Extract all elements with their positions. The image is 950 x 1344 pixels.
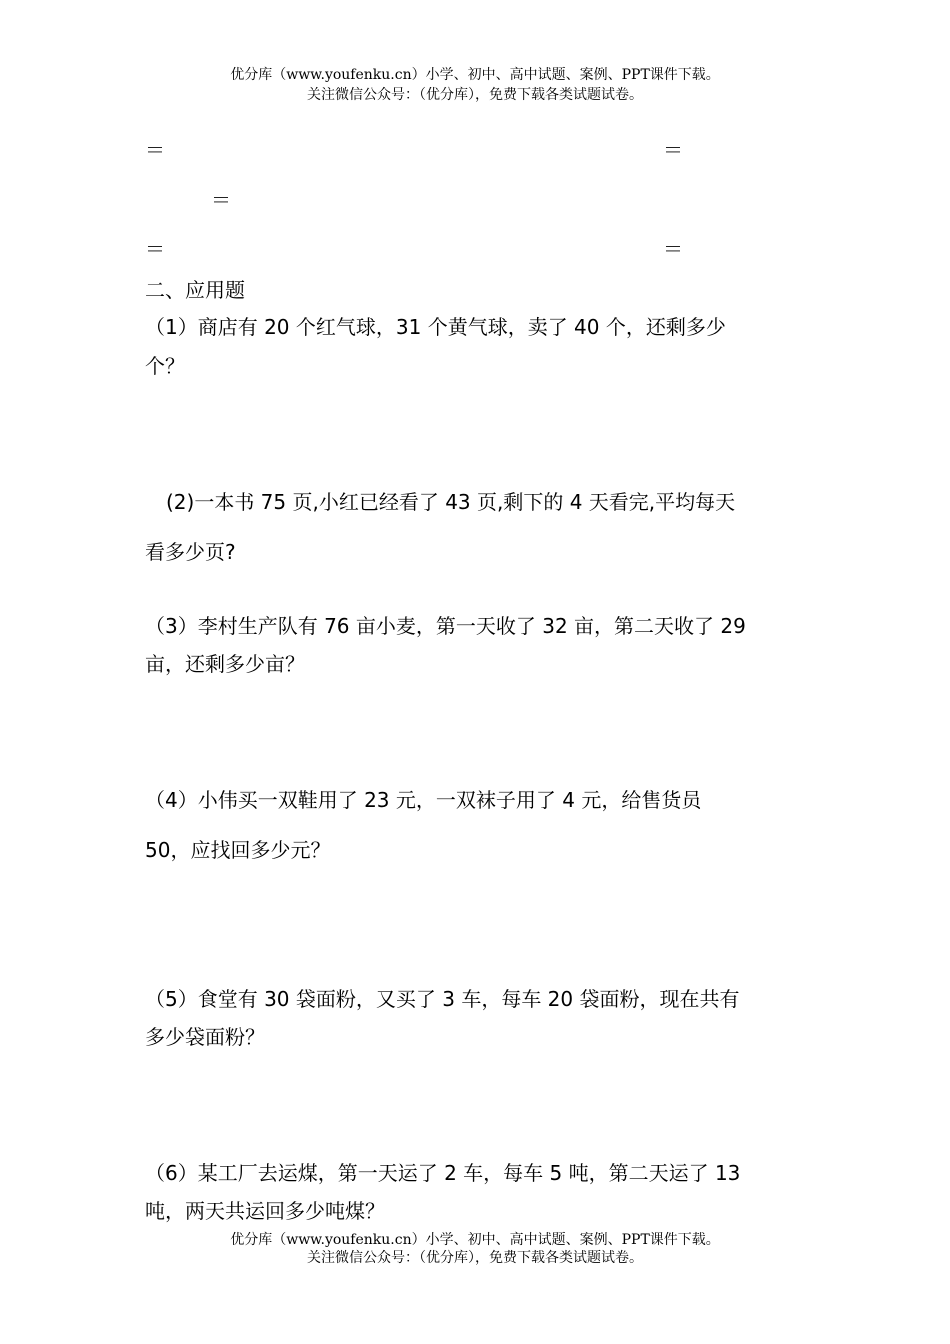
problem-5-line1: （5）食堂有 30 袋面粉，又买了 3 车，每车 20 袋面粉，现在共有 (145, 987, 740, 1011)
problem-6-line2: 吨，两天共运回多少吨煤？ (145, 1199, 385, 1223)
problem-2-line1: (2)一本书 75 页,小红已经看了 43 页,剩下的 4 天看完,平均每天 (166, 490, 736, 514)
equals-sign: ＝ (211, 188, 231, 212)
page-header-line2: 关注微信公众号：（优分库），免费下载各类试题试卷。 (307, 87, 643, 103)
equals-sign: ＝ (145, 138, 165, 162)
problem-4-line2: 50，应找回多少元？ (145, 838, 331, 862)
problem-4-line1: （4）小伟买一双鞋用了 23 元，一双袜子用了 4 元，给售货员 (145, 788, 702, 812)
page-header-line1: 优分库（www.youfenku.cn）小学、初中、高中试题、案例、PPT课件下载。 (230, 67, 720, 83)
equals-sign: ＝ (663, 138, 683, 162)
equals-sign: ＝ (663, 237, 683, 261)
section-title: 二、应用题 (145, 278, 245, 302)
problem-3-line1: （3）李村生产队有 76 亩小麦，第一天收了 32 亩，第二天收了 29 (145, 614, 746, 638)
problem-5-line2: 多少袋面粉？ (145, 1025, 265, 1049)
problem-1-line2: 个？ (145, 354, 185, 378)
problem-6-line1: （6）某工厂去运煤，第一天运了 2 车，每车 5 吨，第二天运了 13 (145, 1161, 741, 1185)
problem-1-line1: （1）商店有 20 个红气球，31 个黄气球，卖了 40 个，还剩多少 (145, 315, 726, 339)
page-footer-line2: 关注微信公众号：（优分库），免费下载各类试题试卷。 (307, 1250, 643, 1266)
problem-2-line2: 看多少页? (145, 540, 236, 564)
page-footer-line1: 优分库（www.youfenku.cn）小学、初中、高中试题、案例、PPT课件下载。 (230, 1232, 720, 1248)
equals-sign: ＝ (145, 237, 165, 261)
problem-3-line2: 亩，还剩多少亩？ (145, 652, 305, 676)
